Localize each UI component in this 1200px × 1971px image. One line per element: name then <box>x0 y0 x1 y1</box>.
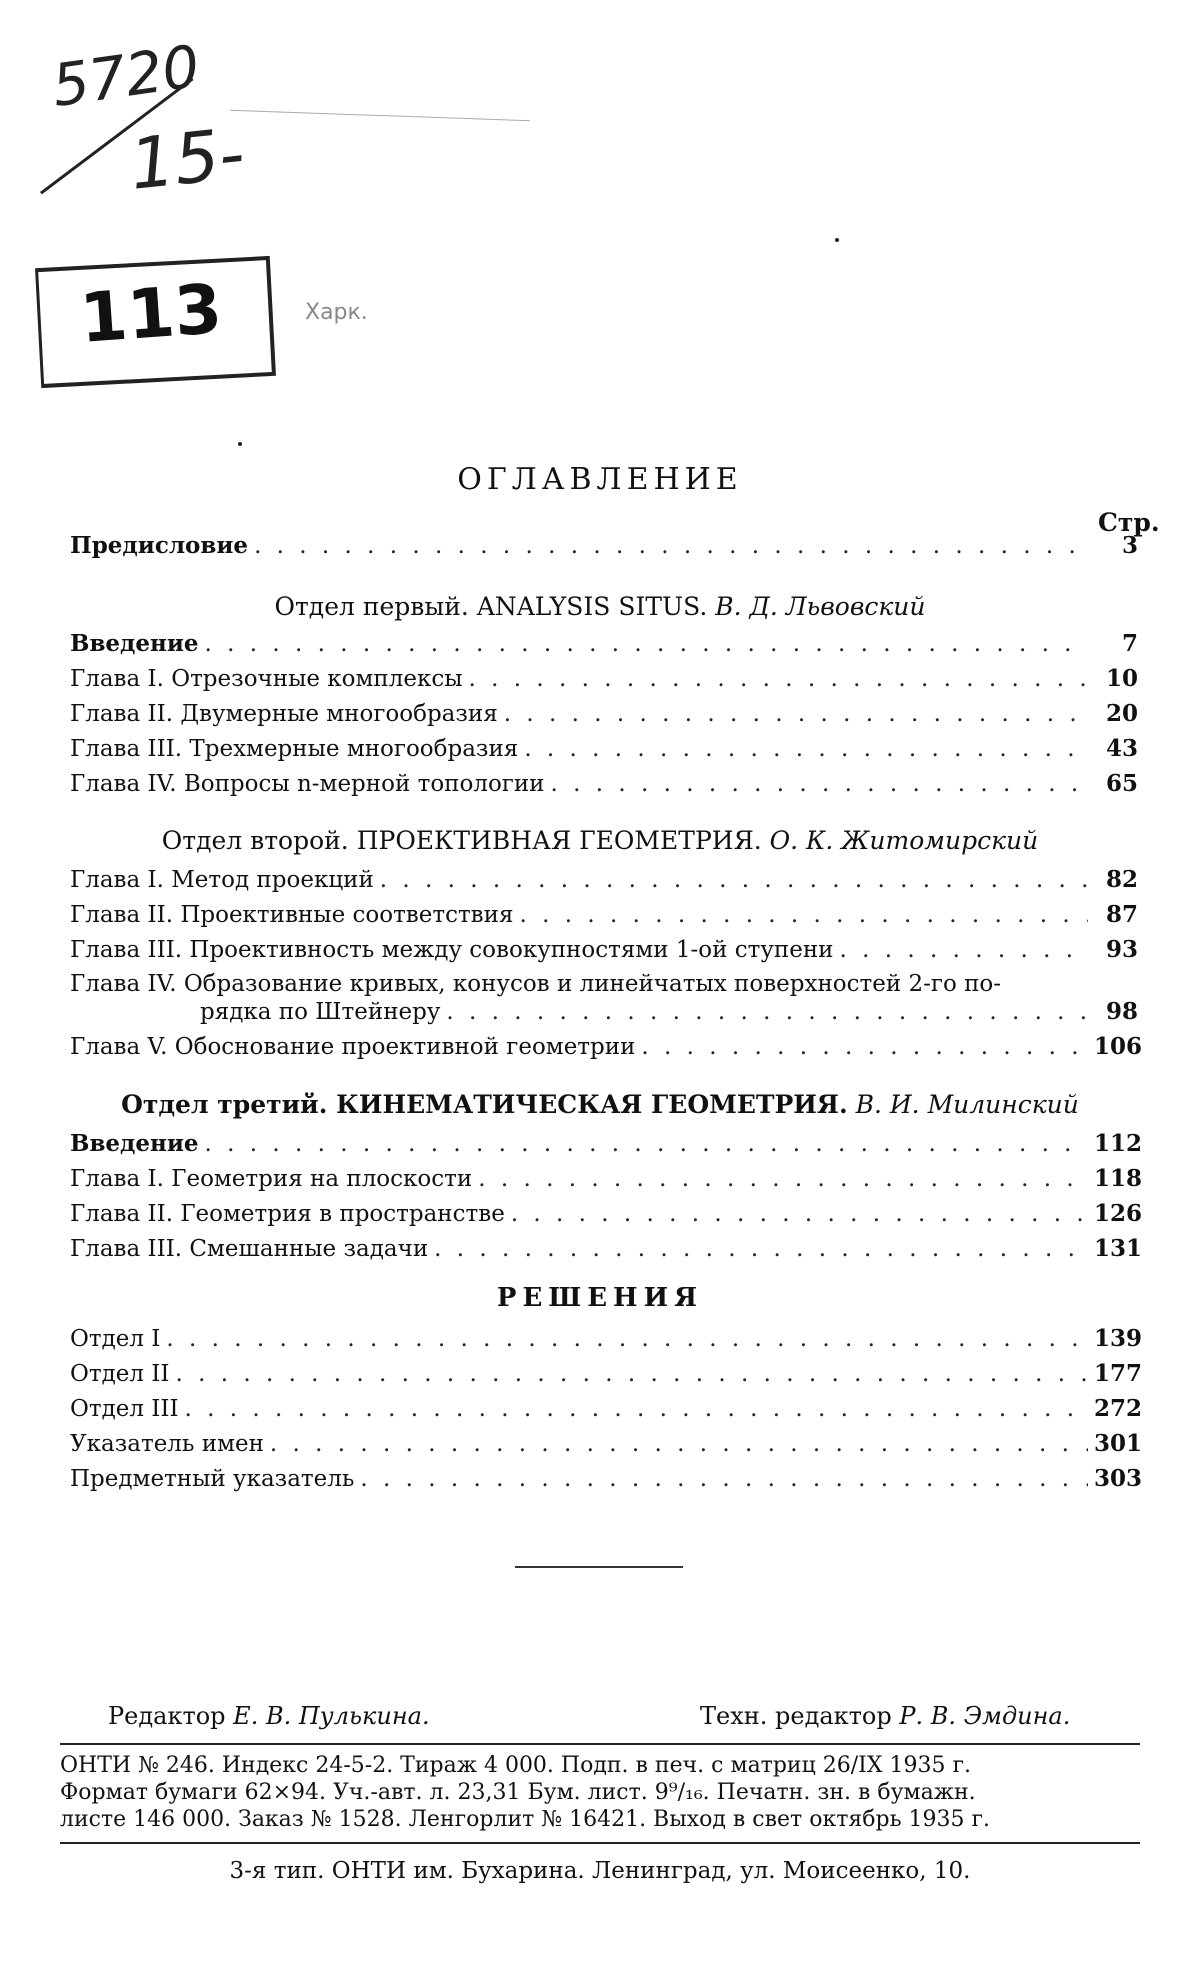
toc-entry-label: Глава I. Геометрия на плоскости <box>70 1166 473 1192</box>
leader-dots <box>166 1325 1088 1353</box>
toc-entry <box>70 1430 1143 1458</box>
divider-rule <box>515 1566 683 1568</box>
toc-entry-page: 98 <box>1105 998 1138 1025</box>
toc-entry-label: Введение <box>70 1130 199 1157</box>
leader-dots <box>360 1465 1088 1493</box>
toc-entry-label-line2: рядка по Штейнеру <box>200 999 441 1025</box>
leader-dots <box>504 700 1088 728</box>
handwritten-note-top: 5720 <box>47 32 204 120</box>
toc-entry <box>70 901 1138 929</box>
toc-entry-label: Глава IV. Вопросы n-мерной топологии <box>70 771 545 797</box>
section-heading <box>0 1090 1200 1119</box>
toc-entry <box>70 866 1138 894</box>
leader-dots <box>254 532 1088 560</box>
imprint-line: ОНТИ № 246. Индекс 24-5-2. Тираж 4 000. Подп. в печ. с матриц 26/IX 1935 г. <box>60 1753 971 1778</box>
section-heading-author: О. К. Житомирский <box>769 826 1039 855</box>
toc-entry-preface <box>70 532 1138 560</box>
leader-dots <box>641 1033 1088 1061</box>
editor-name: Е. В. Пулькина. <box>233 1702 430 1730</box>
printer-line: 3-я тип. ОНТИ им. Бухарина. Ленинград, ул. Моисеенко, 10. <box>229 1858 971 1884</box>
toc-entry-multiline <box>70 970 1138 998</box>
print-speck <box>835 238 839 242</box>
section-heading <box>0 592 1200 621</box>
faint-pencil-line <box>230 110 530 121</box>
toc-entry-page: 20 <box>1105 700 1138 727</box>
toc-entry <box>70 1165 1143 1193</box>
toc-entry-page: 93 <box>1105 936 1138 963</box>
toc-entry <box>70 1360 1143 1388</box>
tech-editor-role: Техн. редактор <box>700 1702 892 1730</box>
toc-entry-page: 126 <box>1094 1200 1143 1227</box>
toc-entry-label: Глава III. Проективность между совокупностями 1-ой ступени <box>70 937 834 963</box>
print-speck <box>238 442 242 446</box>
toc-entry <box>70 1130 1143 1158</box>
leader-dots <box>205 1130 1088 1158</box>
leader-dots <box>185 1395 1088 1423</box>
toc-entry-page: 303 <box>1094 1465 1143 1492</box>
toc-entry-label: Отдел II <box>70 1361 170 1387</box>
tech-editor-name: Р. В. Эмдина. <box>899 1702 1071 1730</box>
page-column-header: Стр. <box>1098 508 1160 537</box>
leader-dots <box>524 735 1088 763</box>
toc-entry-label: Глава II. Двумерные многообразия <box>70 701 498 727</box>
solutions-title: РЕШЕНИЯ <box>496 1283 704 1313</box>
imprint-rule-top <box>60 1743 1140 1745</box>
tech-editor-credit <box>700 1702 1070 1730</box>
leader-dots <box>434 1235 1088 1263</box>
section-heading-title: Отдел второй. ПРОЕКТИВНАЯ ГЕОМЕТРИЯ. <box>161 826 762 855</box>
toc-entry-label: Глава III. Смешанные задачи <box>70 1236 429 1262</box>
imprint-block <box>60 1752 1140 1833</box>
leader-dots <box>551 770 1088 798</box>
toc-entry-page: 272 <box>1094 1395 1143 1422</box>
toc-entry-label-line1: Глава IV. Образование кривых, конусов и линейчатых поверхностей 2-го по- <box>70 971 1002 997</box>
toc-entry-page: 87 <box>1105 901 1138 928</box>
toc-entry <box>70 998 1138 1026</box>
toc-entry-page: 112 <box>1094 1130 1143 1157</box>
toc-entry <box>70 1033 1143 1061</box>
leader-dots <box>478 1165 1088 1193</box>
section-heading-author: В. И. Милинский <box>855 1090 1079 1119</box>
toc-entry-label: Указатель имен <box>70 1431 264 1457</box>
toc-entry-label: Предисловие <box>70 532 249 559</box>
toc-entry <box>70 936 1138 964</box>
leader-dots <box>446 998 1088 1026</box>
imprint-line: листе 146 000. Заказ № 1528. Ленгорлит № 16421. Выход в свет октябрь 1935 г. <box>60 1807 991 1832</box>
toc-entry-page: 3 <box>1121 532 1138 559</box>
handwritten-note-mid: 15- <box>126 112 249 206</box>
faint-stamp-text: Харк. <box>305 300 368 325</box>
editor-role: Редактор <box>108 1702 226 1730</box>
toc-entry-page: 139 <box>1094 1325 1143 1352</box>
toc-entry-page: 43 <box>1105 735 1138 762</box>
toc-entry <box>70 665 1138 693</box>
toc-entry-label: Введение <box>70 630 199 657</box>
toc-entry-page: 106 <box>1094 1033 1143 1060</box>
toc-entry-label: Глава I. Отрезочные комплексы <box>70 666 463 692</box>
toc-entry-page: 10 <box>1105 665 1138 692</box>
toc-entry-page: 301 <box>1094 1430 1143 1457</box>
toc-entry <box>70 770 1138 798</box>
leader-dots <box>469 665 1088 693</box>
toc-entry <box>70 700 1138 728</box>
toc-entry <box>70 1235 1143 1263</box>
leader-dots <box>519 901 1088 929</box>
section-heading-title: Отдел третий. КИНЕМАТИЧЕСКАЯ ГЕОМЕТРИЯ. <box>121 1090 848 1119</box>
imprint-rule-bottom <box>60 1842 1140 1844</box>
toc-entry-label: Отдел I <box>70 1326 161 1352</box>
toc-entry-page: 118 <box>1094 1165 1143 1192</box>
section-heading-title: Отдел первый. ANALYSIS SITUS. <box>274 592 708 621</box>
leader-dots <box>840 936 1088 964</box>
leader-dots <box>175 1360 1088 1388</box>
toc-entry-label: Глава III. Трехмерные многообразия <box>70 736 519 762</box>
leader-dots <box>511 1200 1088 1228</box>
toc-title: ОГЛАВЛЕНИЕ <box>457 462 743 497</box>
leader-dots <box>380 866 1088 894</box>
toc-entry-label: Глава I. Метод проекций <box>70 867 374 893</box>
toc-entry-page: 177 <box>1094 1360 1143 1387</box>
toc-entry-label: Предметный указатель <box>70 1466 355 1492</box>
toc-entry-label: Отдел III <box>70 1396 179 1422</box>
toc-entry-page: 65 <box>1105 770 1138 797</box>
toc-entry <box>70 735 1138 763</box>
library-stamp-number: 113 <box>77 270 225 359</box>
toc-entry-page: 131 <box>1094 1235 1143 1262</box>
section-heading-author: В. Д. Львовский <box>715 592 926 621</box>
toc-entry <box>70 1200 1143 1228</box>
toc-entry <box>70 1395 1143 1423</box>
toc-entry-page: 7 <box>1121 630 1138 657</box>
toc-entry <box>70 630 1138 658</box>
toc-entry-label: Глава V. Обоснование проективной геометрии <box>70 1034 636 1060</box>
section-heading <box>0 826 1200 855</box>
toc-entry <box>70 1325 1143 1353</box>
toc-entry-page: 82 <box>1105 866 1138 893</box>
leader-dots <box>270 1430 1088 1458</box>
toc-entry <box>70 1465 1143 1493</box>
editor-credit <box>108 1702 430 1730</box>
leader-dots <box>205 630 1088 658</box>
imprint-line: Формат бумаги 62×94. Уч.-авт. л. 23,31 Бум. лист. 9⁹/₁₆. Печатн. зн. в бумажн. <box>60 1780 976 1805</box>
toc-entry-label: Глава II. Проективные соответствия <box>70 902 514 928</box>
toc-entry-label: Глава II. Геометрия в пространстве <box>70 1201 505 1227</box>
